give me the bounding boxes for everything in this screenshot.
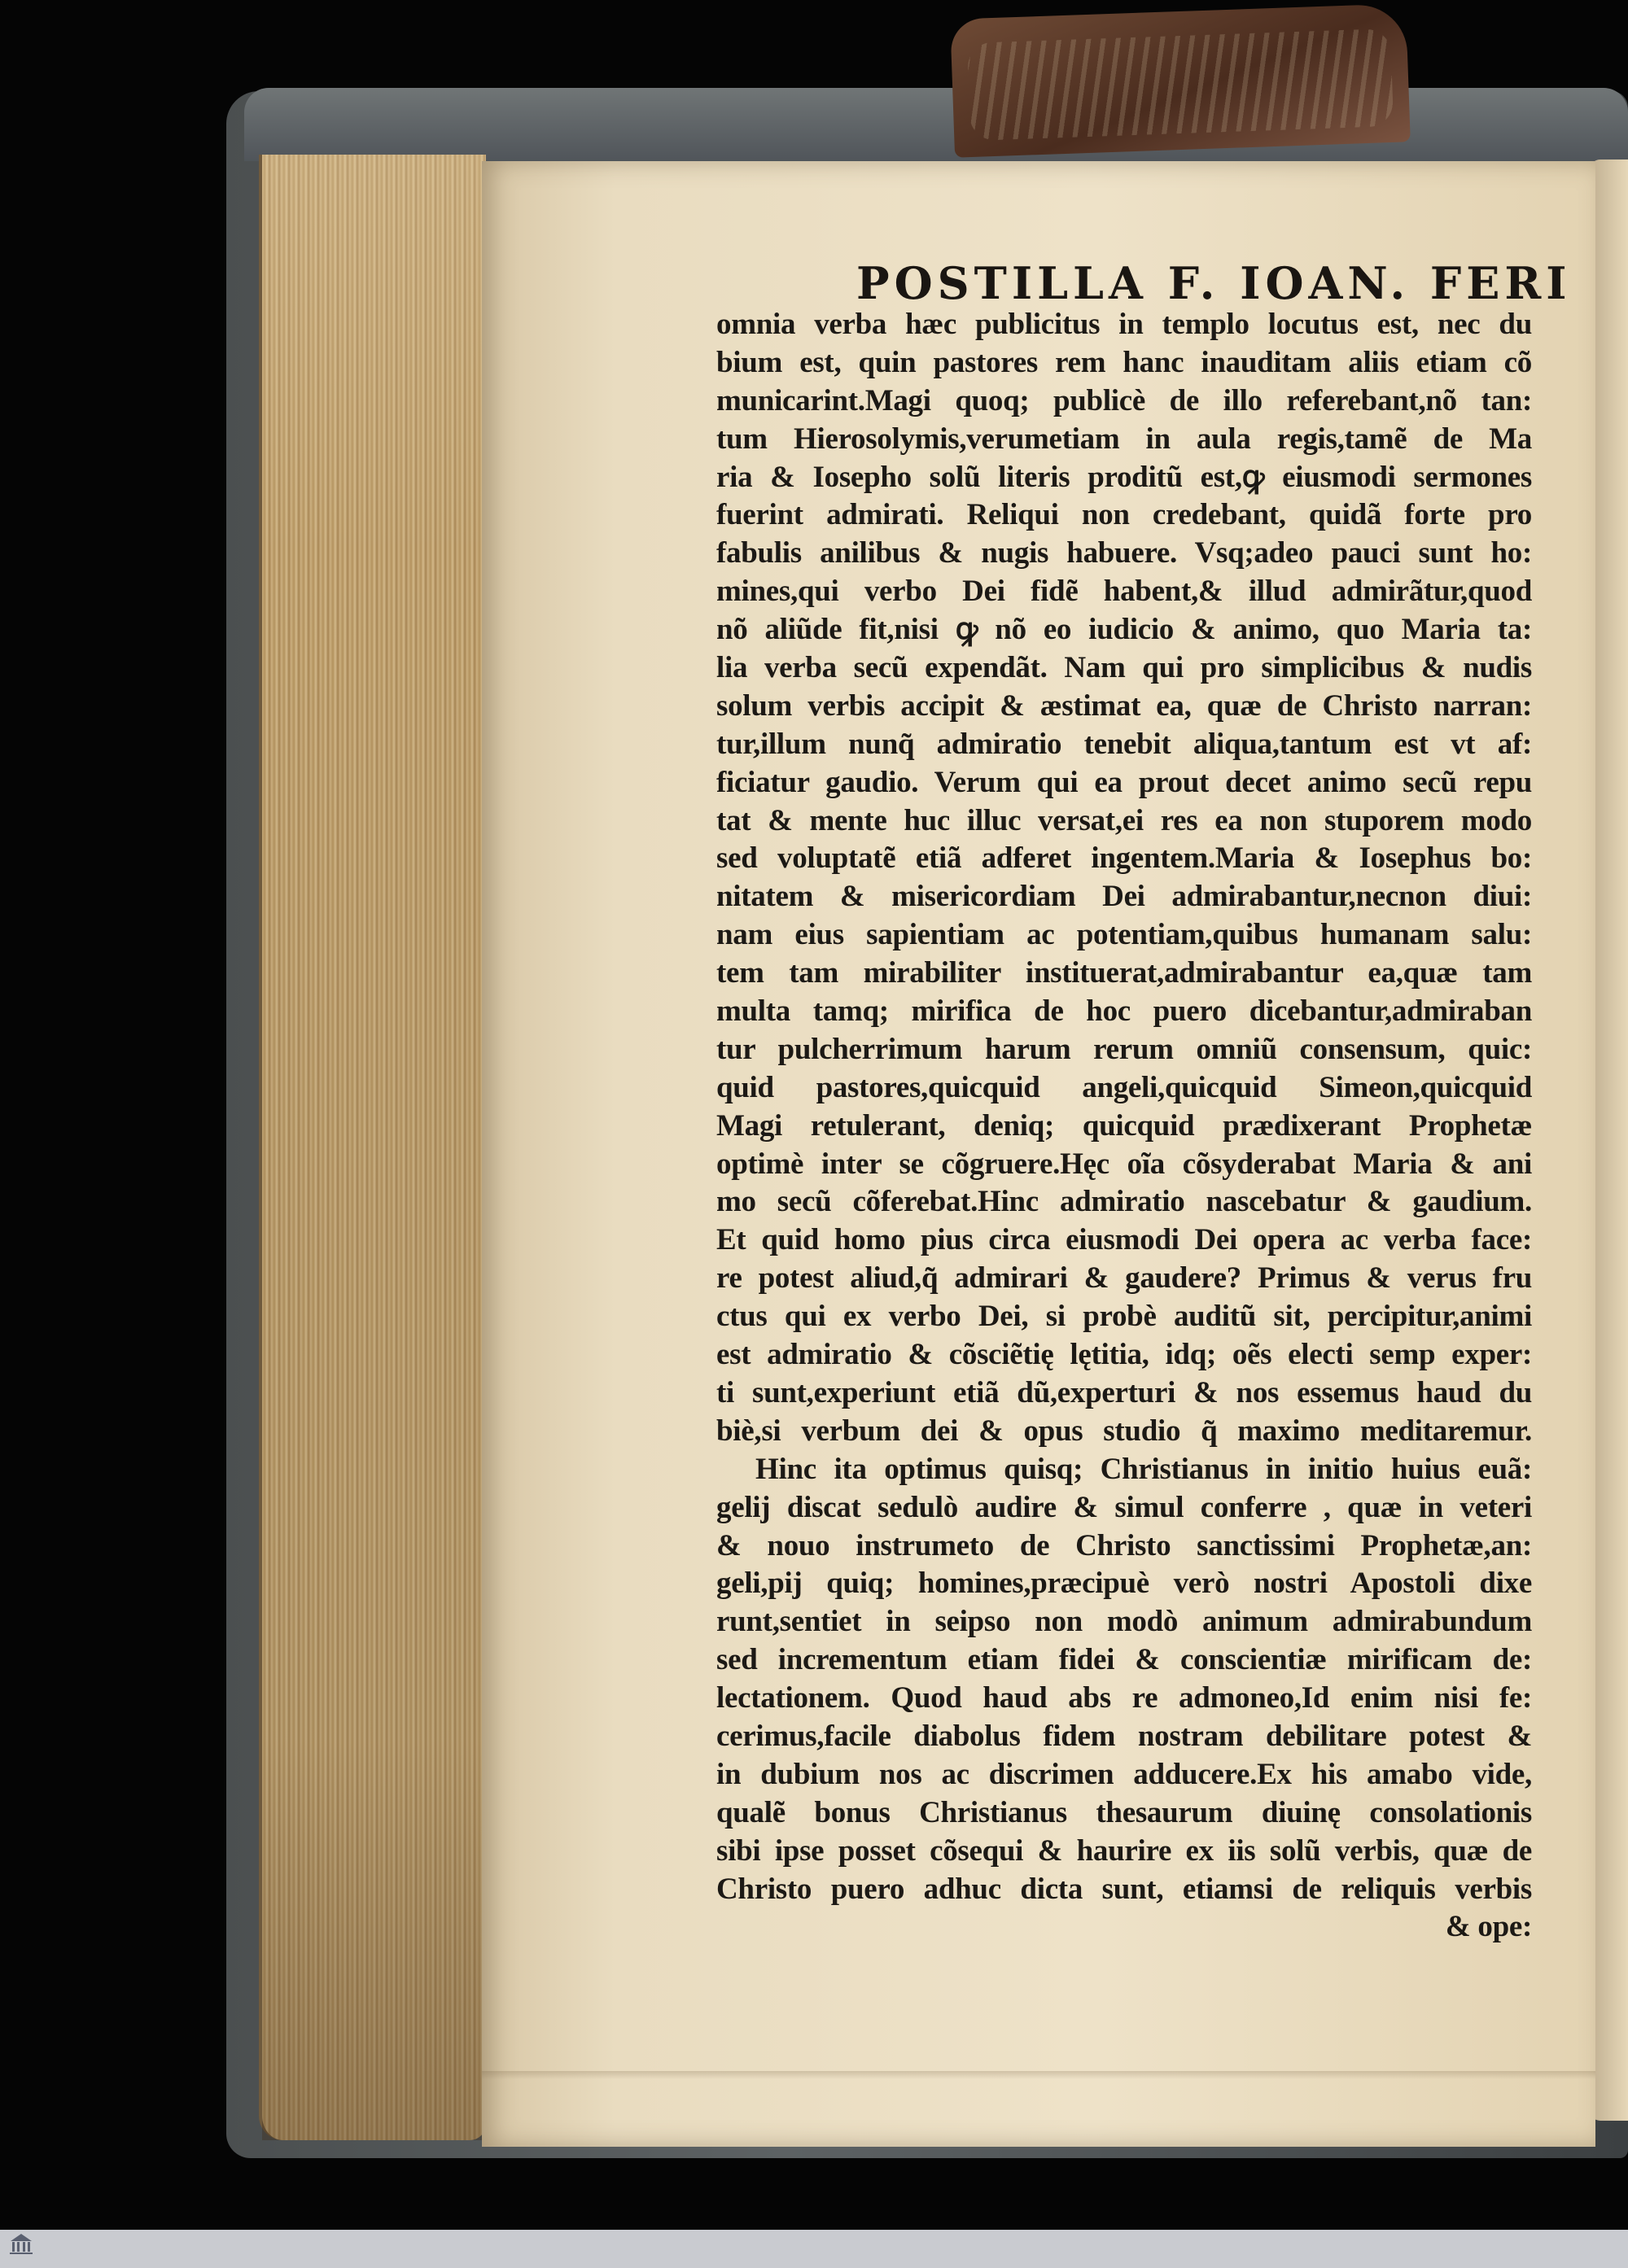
page-fore-edge xyxy=(259,155,486,2140)
body-text xyxy=(716,306,1532,1947)
text-line: tum Hierosolymis,verumetiam in aula regis,tamẽ de Ma xyxy=(716,422,1532,456)
text-line: optimè inter se cõgruere.Hęc oĩa cõsyderabat Maria & ani xyxy=(716,1147,1532,1181)
text-line: ctus qui ex verbo Dei, si probè auditũ sit, percipitur,animi xyxy=(716,1300,1532,1334)
text-line: sed incrementum etiam fidei & conscientiæ mirificam de: xyxy=(716,1643,1532,1677)
text-line: mo secũ cõferebat.Hinc admiratio nascebatur & gaudium. xyxy=(716,1185,1532,1219)
text-line: bium est, quin pastores rem hanc inauditam aliis etiam cõ xyxy=(716,345,1532,379)
text-line: tur pulcherrimum harum rerum omniũ consensum, quic: xyxy=(716,1032,1532,1066)
text-line: mines,qui verbo Dei fidẽ habent,& illud admirãtur,quod xyxy=(716,575,1532,609)
text-line: tur,illum nunq̃ admiratio tenebit aliqua,tantum est vt af: xyxy=(716,727,1532,761)
text-line: ficiatur gaudio. Verum qui ea prout decet animo secũ repu xyxy=(716,765,1532,799)
text-line: fabulis anilibus & nugis habuere. Vsq;adeo pauci sunt ho: xyxy=(716,536,1532,570)
page-bottom-edge xyxy=(482,2071,1595,2079)
text-line: tem tam mirabiliter instituerat,admirabantur ea,quæ tam xyxy=(716,956,1532,990)
library-building-icon xyxy=(5,2231,37,2266)
text-line: sibi ipse posset cõsequi & haurire ex iis solũ verbis, quæ de xyxy=(716,1833,1532,1868)
text-line: sed voluptatẽ etiã adferet ingentem.Maria & Iosephus bo: xyxy=(716,841,1532,876)
text-line: & nouo instrumeto de Christo sanctissimi Prophetæ,an: xyxy=(716,1528,1532,1562)
viewer-footer-bar xyxy=(0,2230,1628,2268)
text-line: & ope: xyxy=(1445,1910,1532,1944)
text-line: qualẽ bonus Christianus thesaurum diuinę consolationis xyxy=(716,1795,1532,1829)
text-line: Et quid homo pius circa eiusmodi Dei opera ac verba face: xyxy=(716,1223,1532,1257)
text-line: omnia verba hæc publicitus in templo locutus est, nec du xyxy=(716,308,1532,341)
text-line: lia verba secũ expendãt. Nam qui pro simplicibus & nudis xyxy=(716,651,1532,685)
text-line: municarint.Magi quoq; publicè de illo referebant,nõ tan: xyxy=(716,383,1532,417)
text-line: re potest aliud,q̃ admirari & gaudere? Primus & verus fru xyxy=(716,1261,1532,1296)
text-line: quid pastores,quicquid angeli,quicquid Simeon,quicquid xyxy=(716,1070,1532,1104)
text-line: ti sunt,experiunt etiã dũ,experturi & nos essemus haud du xyxy=(716,1375,1532,1409)
text-line: gelij discat sedulò audire & simul conferre , quæ in veteri xyxy=(716,1490,1532,1524)
text-line: est admiratio & cõsciẽtię lętitia, idq; oẽs electi semp exper: xyxy=(716,1338,1532,1372)
text-line: ria & Iosepho solũ literis proditũ est,ꝙ eiusmodi sermones xyxy=(716,460,1532,494)
text-line: Hinc ita optimus quisq; Christianus in initio huius euã: xyxy=(755,1452,1532,1486)
text-line: nam eius sapientiam ac potentiam,quibus humanam salu: xyxy=(716,918,1532,952)
text-line: biè,si verbum dei & opus studio q̃ maximo meditaremur. xyxy=(716,1414,1532,1448)
text-line: Magi retulerant, deniq; quicquid prædixerant Prophetæ xyxy=(716,1108,1532,1143)
text-line: nitatem & misericordiam Dei admirabantur,necnon diui: xyxy=(716,880,1532,914)
leather-tab xyxy=(950,3,1411,157)
text-line: in dubium nos ac discrimen adducere.Ex his amabo vide, xyxy=(716,1757,1532,1791)
text-line: geli,pij quiq; homines,præcipuè verò nostri Apostoli dixe xyxy=(716,1567,1532,1601)
text-line: cerimus,facile diabolus fidem nostram debilitare potest & xyxy=(716,1719,1532,1753)
text-line: Christo puero adhuc dicta sunt, etiamsi de reliquis verbis xyxy=(716,1872,1532,1906)
text-line: tat & mente huc illuc versat,ei res ea non stuporem modo xyxy=(716,803,1532,837)
text-line: nõ aliũde fit,nisi ꝙ nõ eo iudicio & animo, quo Maria ta: xyxy=(716,613,1532,647)
book-cover-top xyxy=(244,88,1628,161)
text-line: fuerint admirati. Reliqui non credebant, quidã forte pro xyxy=(716,498,1532,532)
text-line: lectationem. Quod haud abs re admoneo,Id enim nisi fe: xyxy=(716,1681,1532,1715)
text-line: runt,sentiet in seipso non modò animum admirabundum xyxy=(716,1605,1532,1639)
text-line: solum verbis accipit & æstimat ea, quæ de Christo narran: xyxy=(716,688,1532,723)
text-line: multa tamq; mirifica de hoc puero dicebantur,admiraban xyxy=(716,994,1532,1029)
running-title: POSTILLA F. IOAN. FERI xyxy=(856,257,1572,309)
